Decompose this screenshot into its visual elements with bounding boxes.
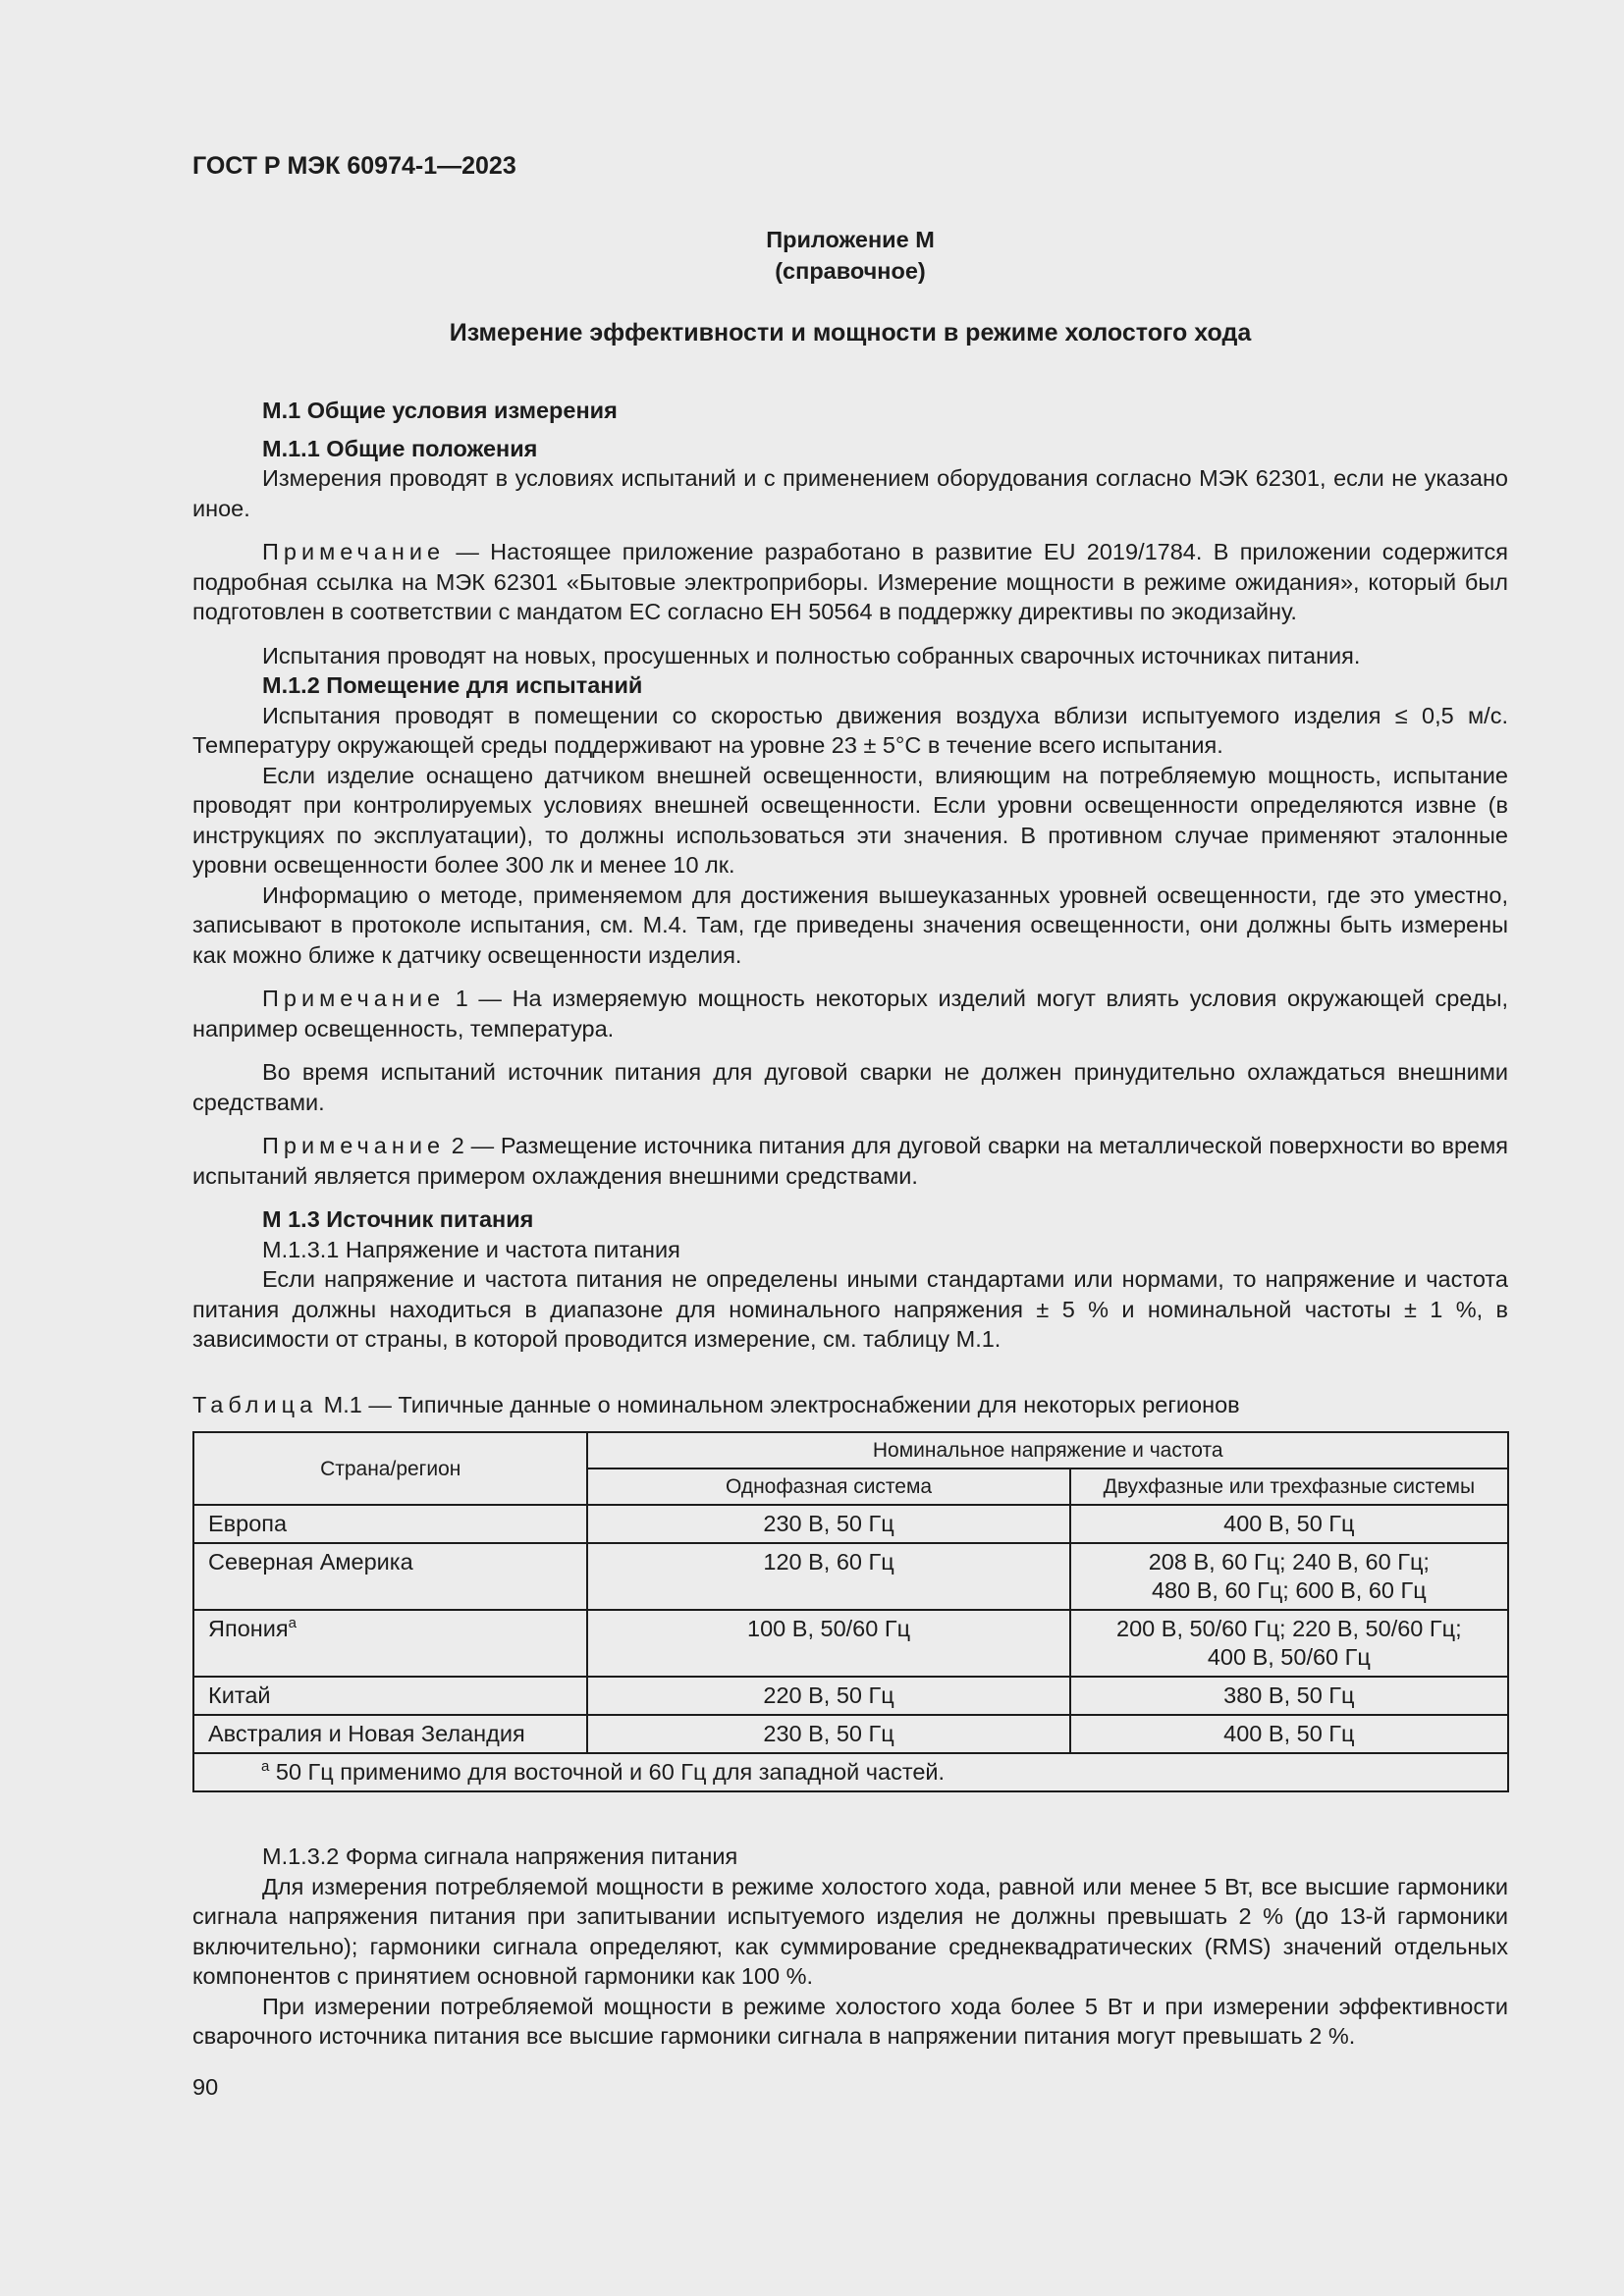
note-3: [192, 1131, 1508, 1191]
header-group: Номинальное напряжение и частота: [587, 1432, 1508, 1468]
note-3-text: 2 — Размещение источника питания для дуговой сварки на металлической поверхности во время испытаний является примером охлаждения внешними средствами.: [192, 1133, 1508, 1189]
section-m13-title: М 1.3 Источник питания: [262, 1206, 534, 1232]
body-block-1: [192, 396, 1508, 1355]
paragraph-m12-2: Если изделие оснащено датчиком внешней освещенности, влияющим на потребляемую мощность, испытание проводят при контролируемых условиях внешней освещенности. Если уровни освещенности определяются извне (в инструкциях по эксплуатации), то должны использоваться эти значения. В противном случае применяют эталонные уровни освещенности более 300 лк и менее 10 лк.: [192, 762, 1508, 878]
paragraph-m131-1: Если напряжение и частота питания не определены иными стандартами или нормами, то напряжение и частота питания должны находиться в диапазоне для номинального напряжения ± 5 % и номинальной частоты ± 1 %, в зависимости от страны, в которой проводится измерение, см. таблицу М.1.: [192, 1266, 1508, 1352]
note-1-text: — Настоящее приложение разработано в развитие EU 2019/1784. В приложении содержится подробная ссылка на МЭК 62301 «Бытовые электроприборы. Измерение мощности в режиме ожидания», который был подготовлен в соответствии с мандатом ЕС согласно ЕН 50564 в поддержку директивы по экодизайну.: [192, 539, 1508, 624]
paragraph-m132-1: Для измерения потребляемой мощности в режиме холостого хода, равной или менее 5 Вт, все высшие гармоники сигнала напряжения питания при запитывании испытуемого изделия не должны превышать 2 % (до 13-й гармоники включительно); гармоники сигнала определяют, как суммирование среднеквадратических (RMS) значений отдельных компонентов с принятием основной гармоники как 100 %.: [192, 1873, 1508, 1989]
cell-single: 120 В, 60 Гц: [587, 1543, 1069, 1610]
section-m1-title: М.1 Общие условия измерения: [262, 398, 618, 423]
region-label: Япония: [208, 1616, 289, 1641]
cell-single: 220 В, 50 Гц: [587, 1677, 1069, 1715]
paragraph-m132-2: При измерении потребляемой мощности в режиме холостого хода более 5 Вт и при измерении эффективности сварочного источника питания все высшие гармоники сигнала в напряжении питания могут превышать 2 %.: [192, 1993, 1508, 2049]
note-2: [192, 984, 1508, 1043]
cell-multi-line1: 208 В, 60 Гц; 240 В, 60 Гц;: [1148, 1549, 1430, 1575]
cell-single: 230 В, 50 Гц: [587, 1715, 1069, 1753]
table-caption: [192, 1390, 1508, 1420]
paragraph-m12-4: Во время испытаний источник питания для дуговой сварки не должен принудительно охлаждаться внешними средствами.: [192, 1059, 1508, 1115]
paragraph-m11-2: Испытания проводят на новых, просушенных и полностью собранных сварочных источниках питания.: [262, 642, 1361, 668]
supply-table: [192, 1431, 1509, 1792]
table-footnote: [193, 1753, 1508, 1791]
cell-multi-line2: 400 В, 50/60 Гц: [1207, 1644, 1371, 1670]
note-1: [192, 537, 1508, 627]
cell-region: Китай: [193, 1677, 587, 1715]
section-m11-title: М.1.1 Общие положения: [262, 435, 538, 461]
header-region: Страна/регион: [193, 1432, 587, 1505]
cell-region: Европа: [193, 1505, 587, 1543]
cell-multi: [1070, 1715, 1508, 1753]
main-title: Измерение эффективности и мощности в режиме холостого хода: [449, 319, 1252, 347]
table-row: [193, 1677, 1508, 1715]
cell-region: Австралия и Новая Зеландия: [193, 1715, 587, 1753]
section-m131-title: М.1.3.1 Напряжение и частота питания: [262, 1236, 680, 1262]
paragraph-m12-3: Информацию о методе, применяемом для достижения вышеуказанных уровней освещенности, где это уместно, записывают в протоколе испытания, см. М.4. Там, где приведены значения освещенности, они должны быть измерены как можно ближе к датчику освещенности изделия.: [192, 881, 1508, 968]
header-single: Однофазная система: [587, 1468, 1069, 1505]
table-row: [193, 1505, 1508, 1543]
cell-multi: [1070, 1677, 1508, 1715]
cell-multi: [1070, 1543, 1508, 1610]
cell-multi-line1: 200 В, 50/60 Гц; 220 В, 50/60 Гц;: [1116, 1616, 1462, 1641]
table-row: [193, 1715, 1508, 1753]
cell-multi-line1: 400 В, 50 Гц: [1223, 1721, 1355, 1746]
section-m132-title: М.1.3.2 Форма сигнала напряжения питания: [262, 1843, 738, 1869]
cell-single: 100 В, 50/60 Гц: [587, 1610, 1069, 1677]
cell-multi: [1070, 1505, 1508, 1543]
cell-multi-line1: 380 В, 50 Гц: [1223, 1682, 1355, 1708]
note-label: Примечание: [262, 986, 446, 1011]
table-footnote-row: [193, 1753, 1508, 1791]
footnote-mark: a: [288, 1615, 297, 1632]
section-m12-title: М.1.2 Помещение для испытаний: [262, 672, 643, 698]
cell-multi: [1070, 1610, 1508, 1677]
table-row: [193, 1610, 1508, 1677]
table-caption-label: Таблица: [192, 1392, 318, 1417]
cell-multi-line2: 480 В, 60 Гц; 600 В, 60 Гц: [1151, 1577, 1427, 1603]
cell-single: 230 В, 50 Гц: [587, 1505, 1069, 1543]
cell-region: Северная Америка: [193, 1543, 587, 1610]
paragraph-m12-1: Испытания проводят в помещении со скоростью движения воздуха вблизи испытуемого изделия ≤ 0,5 м/с. Температуру окружающей среды поддерживают на уровне 23 ± 5°С в течение всего испытания.: [192, 702, 1508, 758]
footnote-text: 50 Гц применимо для восточной и 60 Гц для западной частей.: [269, 1759, 946, 1785]
paragraph-m11-1: Измерения проводят в условиях испытаний и с применением оборудования согласно МЭК 62301, если не указано иное.: [192, 465, 1508, 521]
table-row: [193, 1543, 1508, 1610]
document-id: ГОСТ Р МЭК 60974-1—2023: [192, 152, 516, 180]
table-caption-text: М.1 — Типичные данные о номинальном электроснабжении для некоторых регионов: [317, 1392, 1240, 1417]
footnote-mark: a: [261, 1758, 270, 1776]
note-2-text: 1 — На измеряемую мощность некоторых изделий могут влиять условия окружающей среды, например освещенность, температура.: [192, 986, 1508, 1041]
body-block-2: [192, 1842, 1508, 2052]
page-number: 90: [192, 2074, 219, 2100]
cell-region: [193, 1610, 587, 1677]
note-label: Примечание: [262, 1133, 446, 1158]
note-label: Примечание: [262, 539, 446, 564]
cell-multi-line1: 400 В, 50 Гц: [1223, 1511, 1355, 1536]
appendix-type: (справочное): [775, 258, 926, 284]
table-header-row: [193, 1432, 1508, 1468]
header-multi: Двухфазные или трехфазные системы: [1070, 1468, 1508, 1505]
appendix-title: Приложение М: [766, 227, 935, 252]
